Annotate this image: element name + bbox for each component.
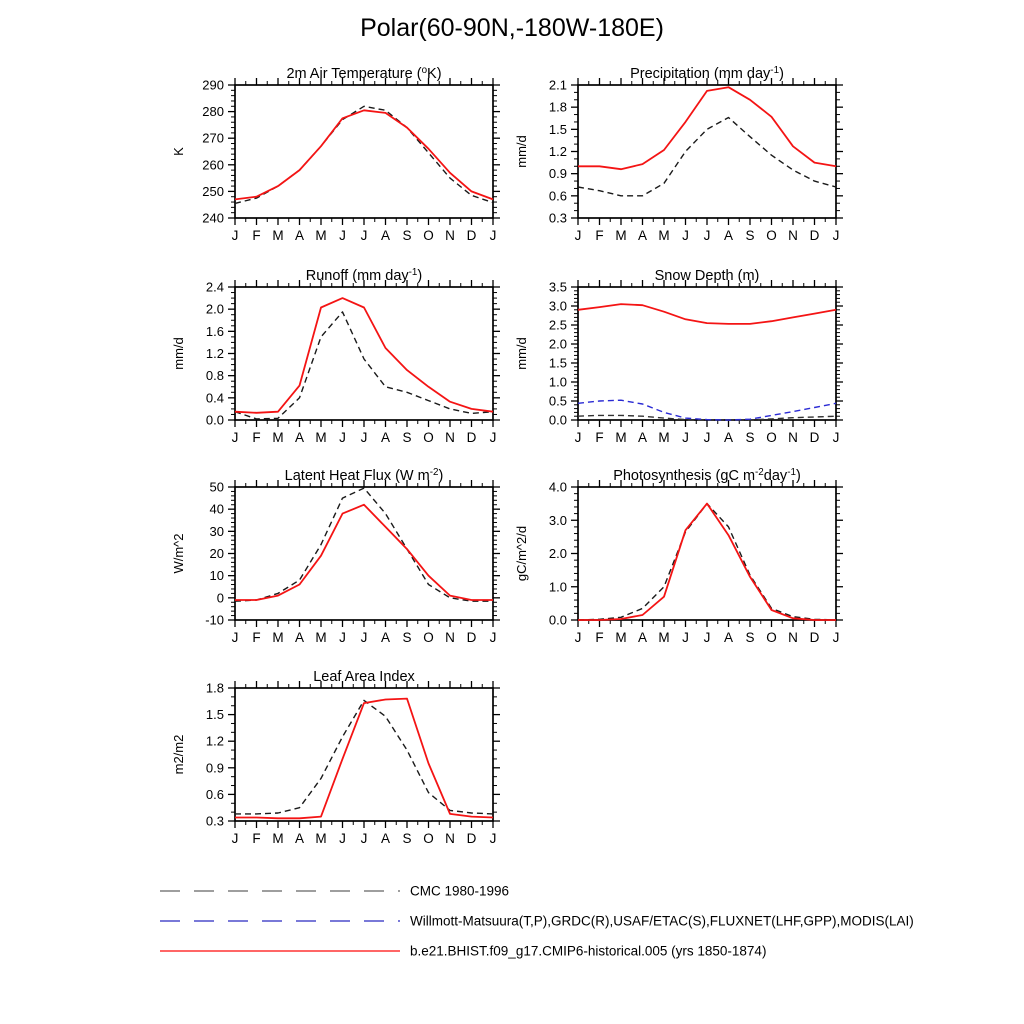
y-tick-label: 1.2 xyxy=(548,144,567,159)
y-axis-label: mm/d xyxy=(514,135,529,168)
y-tick-label: 1.5 xyxy=(205,707,224,723)
x-tick-label: A xyxy=(294,228,305,243)
series-line-1 xyxy=(235,110,493,199)
series-line-0 xyxy=(235,700,493,814)
x-tick-label: J xyxy=(682,228,689,243)
chart-precip xyxy=(514,65,843,243)
y-tick-label: 1.6 xyxy=(205,323,224,339)
x-tick-label: J xyxy=(682,430,689,445)
series-line-1 xyxy=(235,699,493,819)
y-tick-label: 3.0 xyxy=(548,298,567,314)
y-axis-label: m2/m2 xyxy=(171,734,186,775)
series-line-1 xyxy=(578,400,836,420)
x-tick-label: D xyxy=(809,430,820,445)
x-tick-label: J xyxy=(682,630,689,645)
x-tick-label: J xyxy=(339,831,346,846)
y-tick-label: 0.0 xyxy=(205,412,224,428)
series-line-0 xyxy=(578,118,836,196)
y-axis-label: mm/d xyxy=(171,337,186,370)
chart-photosynthesis xyxy=(514,467,843,645)
legend-entry-1 xyxy=(160,914,914,929)
y-axis-label: gC/m^2/d xyxy=(514,525,529,582)
series-line-1 xyxy=(235,505,493,600)
axis-frame xyxy=(235,85,493,218)
x-tick-label: D xyxy=(809,630,820,645)
x-tick-label: M xyxy=(315,430,327,445)
x-tick-label: J xyxy=(231,831,239,846)
x-tick-label: J xyxy=(703,228,711,243)
x-tick-label: M xyxy=(615,430,627,445)
y-tick-label: 0.9 xyxy=(205,760,224,776)
x-tick-label: N xyxy=(788,430,798,445)
y-tick-label: 0 xyxy=(216,590,224,606)
x-tick-label: M xyxy=(615,630,627,645)
y-tick-label: 1.0 xyxy=(548,579,567,595)
x-tick-label: J xyxy=(703,430,711,445)
x-tick-label: M xyxy=(315,831,327,846)
y-tick-label: 290 xyxy=(202,77,224,93)
x-tick-label: J xyxy=(832,228,840,243)
x-tick-label: N xyxy=(788,228,798,243)
x-tick-label: S xyxy=(402,228,412,243)
x-tick-label: A xyxy=(380,430,391,445)
x-tick-label: F xyxy=(595,228,604,243)
x-tick-label: O xyxy=(766,228,777,243)
x-tick-label: A xyxy=(637,630,648,645)
x-tick-label: J xyxy=(832,430,840,445)
x-tick-label: F xyxy=(252,630,261,645)
x-tick-label: J xyxy=(360,831,368,846)
chart-temp xyxy=(171,65,500,243)
y-tick-label: 50 xyxy=(209,479,224,495)
chart-snow xyxy=(514,268,843,445)
x-tick-label: A xyxy=(294,831,305,846)
y-tick-label: 1.2 xyxy=(205,733,224,749)
y-tick-label: 1.0 xyxy=(548,374,567,390)
chart-lai xyxy=(171,669,500,846)
x-tick-label: S xyxy=(745,228,755,243)
y-tick-label: 1.5 xyxy=(548,121,567,137)
x-tick-label: A xyxy=(723,228,734,243)
x-tick-label: N xyxy=(445,228,455,243)
y-tick-label: -10 xyxy=(205,612,224,628)
legend-label: CMC 1980-1996 xyxy=(410,883,510,899)
y-tick-label: 240 xyxy=(202,210,224,226)
y-tick-label: 2.0 xyxy=(548,336,567,352)
legend-entry-0 xyxy=(160,884,509,899)
series-line-1 xyxy=(235,298,493,413)
y-tick-label: 1.8 xyxy=(548,99,567,115)
legend-label: Willmott-Matsuura(T,P),GRDC(R),USAF/ETAC(S),FLUXNET(LHF,GPP),MODIS(LAI) xyxy=(410,913,914,929)
x-tick-label: N xyxy=(445,430,455,445)
legend-entry-2 xyxy=(160,944,766,959)
x-tick-label: J xyxy=(231,430,239,445)
x-tick-label: S xyxy=(745,630,755,645)
y-tick-label: 0.6 xyxy=(205,786,224,802)
y-tick-label: 0.0 xyxy=(548,612,567,628)
chart-title: Precipitation (mm day$^{-1}$) xyxy=(630,65,784,82)
x-tick-label: F xyxy=(595,430,604,445)
y-tick-label: 4.0 xyxy=(548,479,567,495)
x-tick-label: J xyxy=(832,630,840,645)
x-tick-label: M xyxy=(315,630,327,645)
x-tick-label: O xyxy=(423,831,434,846)
y-tick-label: 0.5 xyxy=(548,393,567,409)
y-axis-label: mm/d xyxy=(514,337,529,370)
x-tick-label: J xyxy=(489,831,497,846)
x-tick-label: A xyxy=(294,630,305,645)
chart-title: Snow Depth (m) xyxy=(654,268,760,284)
series-line-1 xyxy=(578,87,836,169)
chart-runoff xyxy=(171,267,500,445)
x-tick-label: J xyxy=(574,630,582,645)
y-axis-label: W/m^2 xyxy=(171,533,186,574)
y-tick-label: 2.1 xyxy=(548,77,567,93)
x-tick-label: A xyxy=(637,430,648,445)
x-tick-label: S xyxy=(402,430,412,445)
x-tick-label: S xyxy=(402,630,412,645)
y-tick-label: 30 xyxy=(209,523,224,539)
x-tick-label: D xyxy=(466,228,477,243)
y-tick-label: 0.0 xyxy=(548,412,567,428)
y-tick-label: 0.3 xyxy=(548,210,567,226)
axis-frame xyxy=(578,85,836,218)
x-tick-label: F xyxy=(252,430,261,445)
x-tick-label: O xyxy=(423,430,434,445)
y-tick-label: 2.5 xyxy=(548,317,567,333)
y-tick-label: 10 xyxy=(209,568,224,584)
x-tick-label: N xyxy=(445,831,455,846)
x-tick-label: M xyxy=(658,630,670,645)
x-tick-label: A xyxy=(723,630,734,645)
x-tick-label: F xyxy=(252,831,261,846)
y-tick-label: 1.8 xyxy=(205,680,224,696)
y-tick-label: 270 xyxy=(202,130,224,146)
y-tick-label: 260 xyxy=(202,157,224,173)
x-tick-label: J xyxy=(703,630,711,645)
y-tick-label: 0.9 xyxy=(548,166,567,182)
x-tick-label: M xyxy=(272,831,284,846)
figure-title: Polar(60-90N,-180W-180E) xyxy=(360,14,664,42)
y-tick-label: 20 xyxy=(209,546,224,561)
x-tick-label: O xyxy=(766,430,777,445)
y-tick-label: 0.8 xyxy=(205,368,224,384)
y-tick-label: 280 xyxy=(202,104,224,120)
x-tick-label: J xyxy=(489,630,497,645)
x-tick-label: J xyxy=(339,430,346,445)
y-tick-label: 3.0 xyxy=(548,512,567,528)
x-tick-label: A xyxy=(380,831,391,846)
chart-title: Latent Heat Flux (W $m^{-2}$) xyxy=(284,467,444,484)
x-tick-label: J xyxy=(489,228,497,243)
x-tick-label: J xyxy=(574,228,582,243)
x-tick-label: O xyxy=(423,630,434,645)
series-line-1 xyxy=(578,504,836,620)
legend-group xyxy=(160,884,914,959)
x-tick-label: A xyxy=(637,228,648,243)
x-tick-label: D xyxy=(466,430,477,445)
y-tick-label: 1.5 xyxy=(548,355,567,371)
x-tick-label: M xyxy=(272,630,284,645)
x-tick-label: D xyxy=(466,630,477,645)
x-tick-label: O xyxy=(423,228,434,243)
x-tick-label: N xyxy=(788,630,798,645)
x-tick-label: J xyxy=(360,430,368,445)
x-tick-label: J xyxy=(360,228,368,243)
y-tick-label: 0.4 xyxy=(205,390,224,406)
series-line-0 xyxy=(578,504,836,620)
x-tick-label: A xyxy=(294,430,305,445)
axis-frame xyxy=(235,487,493,620)
y-axis-label: K xyxy=(171,147,186,156)
axis-frame xyxy=(235,688,493,821)
x-tick-label: D xyxy=(466,831,477,846)
y-tick-label: 2.4 xyxy=(205,279,224,295)
chart-lhf xyxy=(171,467,500,645)
x-tick-label: M xyxy=(615,228,627,243)
charts-group xyxy=(171,65,843,846)
x-tick-label: J xyxy=(339,228,346,243)
x-tick-label: M xyxy=(315,228,327,243)
x-tick-label: S xyxy=(402,831,412,846)
y-tick-label: 0.3 xyxy=(205,813,224,829)
x-tick-label: F xyxy=(595,630,604,645)
axis-frame xyxy=(578,287,836,420)
y-tick-label: 250 xyxy=(202,183,224,199)
x-tick-label: A xyxy=(723,430,734,445)
chart-title: Leaf Area Index xyxy=(313,669,415,685)
y-tick-label: 1.2 xyxy=(205,346,224,361)
x-tick-label: S xyxy=(745,430,755,445)
legend-label: b.e21.BHIST.f09_g17.CMIP6-historical.005 (yrs 1850-1874) xyxy=(410,943,767,959)
x-tick-label: J xyxy=(489,430,497,445)
y-tick-label: 0.6 xyxy=(548,188,567,204)
y-tick-label: 3.5 xyxy=(548,279,567,295)
x-tick-label: A xyxy=(380,630,391,645)
y-tick-label: 40 xyxy=(209,501,224,517)
x-tick-label: A xyxy=(380,228,391,243)
x-tick-label: M xyxy=(272,228,284,243)
y-tick-label: 2.0 xyxy=(205,301,224,317)
x-tick-label: J xyxy=(339,630,346,645)
x-tick-label: M xyxy=(658,430,670,445)
chart-title: Photosynthesis (gC $m^{-2}day^{-1}$) xyxy=(613,467,801,484)
x-tick-label: D xyxy=(809,228,820,243)
y-tick-label: 2.0 xyxy=(548,546,567,561)
x-tick-label: M xyxy=(658,228,670,243)
x-tick-label: J xyxy=(574,430,582,445)
x-tick-label: J xyxy=(360,630,368,645)
x-tick-label: F xyxy=(252,228,261,243)
x-tick-label: O xyxy=(766,630,777,645)
axis-frame xyxy=(578,487,836,620)
x-tick-label: N xyxy=(445,630,455,645)
x-tick-label: J xyxy=(231,228,239,243)
chart-title: 2m Air Temperature ($^o$K) xyxy=(286,65,442,82)
chart-title: Runoff (mm day$^{-1}$) xyxy=(305,267,423,284)
x-tick-label: J xyxy=(231,630,239,645)
x-tick-label: M xyxy=(272,430,284,445)
series-line-2 xyxy=(578,304,836,324)
